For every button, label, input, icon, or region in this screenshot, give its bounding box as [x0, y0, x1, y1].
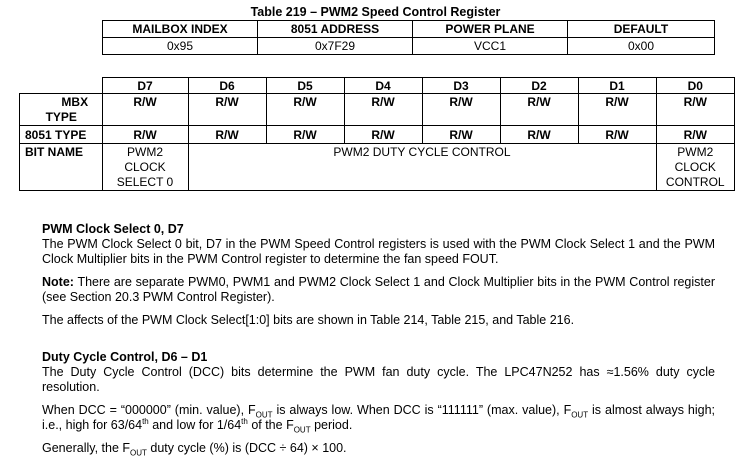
mbx-d3: R/W — [422, 94, 500, 126]
duty-cycle-formula — [42, 441, 715, 456]
bit-header-row — [20, 78, 735, 94]
th-superscript: th — [241, 416, 248, 426]
dcc-text-a: When DCC = “000000” (min. value), F — [42, 403, 256, 417]
type-8051-d6: R/W — [188, 126, 266, 144]
type-8051-row — [20, 126, 735, 144]
dcc-range-paragraph — [42, 403, 715, 433]
formula-text-a: Generally, the F — [42, 441, 131, 455]
note-text: There are separate PWM0, PWM1 and PWM2 Clock Select 1 and Clock Multiplier bits in the PWM Control register (see Section 20.3 PWM Control Register). — [42, 275, 715, 304]
mbx-d5: R/W — [266, 94, 344, 126]
formula-text-b: duty cycle (%) is (DCC ÷ 64) × 100. — [146, 441, 347, 455]
type-8051-d4: R/W — [344, 126, 422, 144]
bit-name-d0 — [656, 144, 735, 191]
bit-header-d4: D4 — [344, 78, 422, 94]
mailbox-index-value: 0x95 — [103, 38, 258, 55]
dcc-text-d: and low for 1/64 — [148, 418, 242, 432]
dcc-text-b: is always low. When DCC is “111111” (max. value), F — [272, 403, 572, 417]
bit-header-d7: D7 — [102, 78, 188, 94]
duty-cycle-heading: Duty Cycle Control, D6 – D1 — [42, 350, 208, 364]
bit-header-d1: D1 — [578, 78, 656, 94]
fout-subscript: OUT — [571, 410, 589, 420]
clock-select-paragraph: The PWM Clock Select 0 bit, D7 in the PWM Speed Control registers is used with the PWM Clock Select 1 and the PWM Clock Multiplier bits in the PWM Control register to determine the fan speed FOUT. — [42, 237, 715, 266]
mbx-d0: R/W — [656, 94, 735, 126]
mbx-d2: R/W — [500, 94, 578, 126]
d0-name-line: PWM2 — [677, 145, 714, 159]
fout-subscript: OUT — [255, 410, 273, 420]
clock-select-section — [42, 222, 715, 328]
dcc-text-c: is almost always high; i.e., high for 63/64 — [42, 403, 715, 432]
dcc-text-f: period. — [310, 418, 353, 432]
bit-name-d7 — [102, 144, 188, 191]
type-8051-d7: R/W — [102, 126, 188, 144]
dcc-text-e: of the F — [247, 418, 294, 432]
corner-cell — [20, 78, 103, 94]
mailbox-index-header: MAILBOX INDEX — [103, 21, 258, 38]
duty-cycle-paragraph: The Duty Cycle Control (DCC) bits determine the PWM fan duty cycle. The LPC47N252 has ≈1.56% duty cycle resolution. — [42, 365, 715, 394]
d0-name-line: CLOCK — [674, 160, 716, 174]
bit-name-duty-cycle: PWM2 DUTY CYCLE CONTROL — [188, 144, 656, 191]
bit-header-d3: D3 — [422, 78, 500, 94]
bit-header-d2: D2 — [500, 78, 578, 94]
register-info-value-row — [103, 38, 715, 55]
mbx-d4: R/W — [344, 94, 422, 126]
fout-subscript: OUT — [293, 425, 311, 435]
mbx-d7: R/W — [102, 94, 188, 126]
note-label: Note: — [42, 275, 74, 289]
d7-name-line: SELECT 0 — [116, 175, 174, 189]
mbx-type-label — [20, 94, 103, 126]
d0-name-line: CONTROL — [665, 175, 725, 189]
bit-header-d5: D5 — [266, 78, 344, 94]
type-8051-d1: R/W — [578, 126, 656, 144]
d7-name-line: CLOCK — [124, 160, 166, 174]
register-info-header-row — [103, 21, 715, 38]
mbx-type-row — [20, 94, 735, 126]
bit-definition-table — [19, 77, 735, 191]
mbx-d1: R/W — [578, 94, 656, 126]
duty-cycle-section — [42, 350, 715, 456]
clock-select-note — [42, 275, 715, 305]
power-plane-header: POWER PLANE — [413, 21, 568, 38]
type-8051-d2: R/W — [500, 126, 578, 144]
type-8051-d5: R/W — [266, 126, 344, 144]
clock-select-heading: PWM Clock Select 0, D7 — [42, 222, 184, 236]
d7-name-line: PWM2 — [127, 145, 163, 159]
default-value: 0x00 — [568, 38, 715, 55]
mbx-label-line2: TYPE — [45, 110, 77, 124]
clock-select-affects-paragraph: The affects of the PWM Clock Select[1:0] bits are shown in Table 214, Table 215, and Table 216. — [42, 313, 575, 327]
register-info-table — [102, 20, 715, 55]
type-8051-d3: R/W — [422, 126, 500, 144]
fout-subscript: OUT — [130, 448, 147, 458]
mbx-d6: R/W — [188, 94, 266, 126]
bit-header-d6: D6 — [188, 78, 266, 94]
bit-header-d0: D0 — [656, 78, 735, 94]
address-8051-value: 0x7F29 — [258, 38, 413, 55]
th-superscript: th — [142, 416, 149, 426]
type-8051-label: 8051 TYPE — [20, 126, 103, 144]
default-header: DEFAULT — [568, 21, 715, 38]
mbx-label-line1: MBX — [61, 95, 89, 109]
address-8051-header: 8051 ADDRESS — [258, 21, 413, 38]
power-plane-value: VCC1 — [413, 38, 568, 55]
bit-name-row — [20, 144, 735, 191]
table-title: Table 219 – PWM2 Speed Control Register — [250, 5, 501, 19]
type-8051-d0: R/W — [656, 126, 735, 144]
bit-name-label: BIT NAME — [20, 144, 103, 191]
